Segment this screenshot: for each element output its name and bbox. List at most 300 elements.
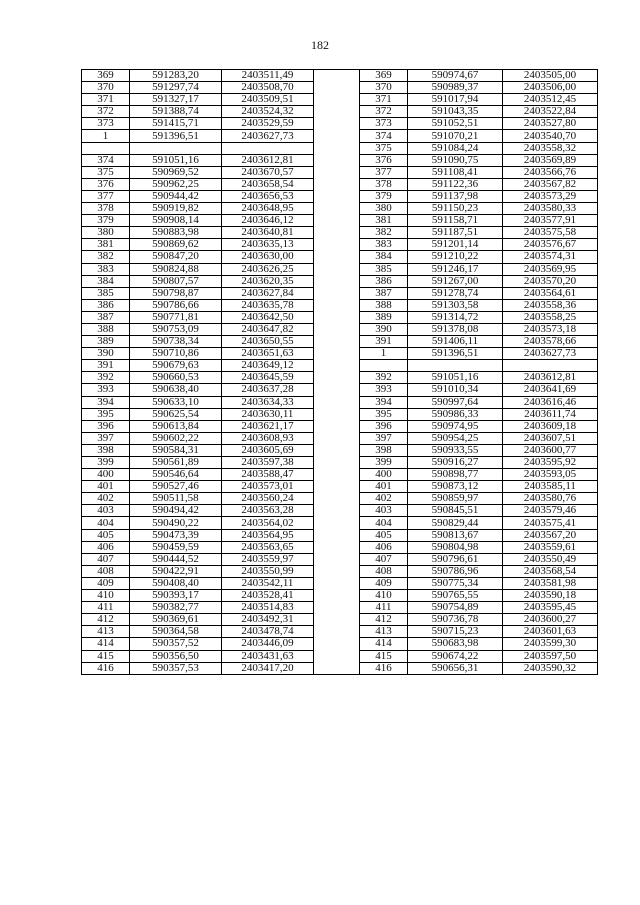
left-point-number-cell: 379 bbox=[82, 215, 130, 227]
left-point-number-cell: 382 bbox=[82, 251, 130, 263]
column-gap bbox=[314, 408, 360, 420]
right-x-coordinate-cell: 590656,31 bbox=[408, 662, 503, 674]
right-x-coordinate-cell: 590674,22 bbox=[408, 650, 503, 662]
left-point-number-cell: 386 bbox=[82, 299, 130, 311]
left-x-coordinate-cell: 590969,52 bbox=[130, 166, 222, 178]
column-gap bbox=[314, 190, 360, 202]
right-y-coordinate-cell bbox=[503, 360, 598, 372]
table-row bbox=[82, 348, 598, 360]
left-x-coordinate-cell: 590357,53 bbox=[130, 662, 222, 674]
left-x-coordinate-cell: 590753,09 bbox=[130, 323, 222, 335]
column-gap bbox=[314, 420, 360, 432]
right-x-coordinate-cell: 591043,35 bbox=[408, 106, 503, 118]
right-point-number-cell: 373 bbox=[360, 118, 408, 130]
left-y-coordinate-cell: 2403492,31 bbox=[222, 614, 314, 626]
left-y-coordinate-cell: 2403529,59 bbox=[222, 118, 314, 130]
table-row bbox=[82, 130, 598, 142]
left-y-coordinate-cell: 2403635,13 bbox=[222, 239, 314, 251]
left-x-coordinate-cell: 590546,64 bbox=[130, 469, 222, 481]
left-y-coordinate-cell: 2403446,09 bbox=[222, 638, 314, 650]
right-x-coordinate-cell: 591090,75 bbox=[408, 154, 503, 166]
left-y-coordinate-cell: 2403658,54 bbox=[222, 178, 314, 190]
column-gap bbox=[314, 614, 360, 626]
right-y-coordinate-cell: 2403627,73 bbox=[503, 348, 598, 360]
left-point-number-cell: 395 bbox=[82, 408, 130, 420]
left-x-coordinate-cell: 590422,91 bbox=[130, 565, 222, 577]
left-point-number-cell: 407 bbox=[82, 553, 130, 565]
left-x-coordinate-cell: 591388,74 bbox=[130, 106, 222, 118]
left-point-number-cell: 408 bbox=[82, 565, 130, 577]
left-x-coordinate-cell: 590847,20 bbox=[130, 251, 222, 263]
right-y-coordinate-cell: 2403600,77 bbox=[503, 444, 598, 456]
left-point-number-cell: 380 bbox=[82, 227, 130, 239]
left-point-number-cell: 392 bbox=[82, 372, 130, 384]
right-x-coordinate-cell: 591278,74 bbox=[408, 287, 503, 299]
left-point-number-cell: 400 bbox=[82, 469, 130, 481]
right-point-number-cell: 400 bbox=[360, 469, 408, 481]
left-point-number-cell: 401 bbox=[82, 481, 130, 493]
left-x-coordinate-cell: 590824,88 bbox=[130, 263, 222, 275]
left-x-coordinate-cell: 590771,81 bbox=[130, 311, 222, 323]
left-point-number-cell: 416 bbox=[82, 662, 130, 674]
right-y-coordinate-cell: 2403609,18 bbox=[503, 420, 598, 432]
left-point-number-cell: 391 bbox=[82, 360, 130, 372]
left-x-coordinate-cell: 590490,22 bbox=[130, 517, 222, 529]
left-point-number-cell: 399 bbox=[82, 457, 130, 469]
left-y-coordinate-cell: 2403620,35 bbox=[222, 275, 314, 287]
right-x-coordinate-cell: 591108,41 bbox=[408, 166, 503, 178]
column-gap bbox=[314, 662, 360, 674]
left-x-coordinate-cell: 590883,98 bbox=[130, 227, 222, 239]
column-gap bbox=[314, 227, 360, 239]
left-y-coordinate-cell: 2403612,81 bbox=[222, 154, 314, 166]
right-point-number-cell: 409 bbox=[360, 577, 408, 589]
table-row bbox=[82, 565, 598, 577]
coordinates-table-body bbox=[82, 70, 598, 675]
table-row bbox=[82, 590, 598, 602]
right-x-coordinate-cell: 590916,27 bbox=[408, 457, 503, 469]
right-y-coordinate-cell: 2403566,76 bbox=[503, 166, 598, 178]
table-row bbox=[82, 432, 598, 444]
right-point-number-cell bbox=[360, 360, 408, 372]
right-x-coordinate-cell: 590765,55 bbox=[408, 590, 503, 602]
right-y-coordinate-cell: 2403506,00 bbox=[503, 82, 598, 94]
column-gap bbox=[314, 372, 360, 384]
table-row bbox=[82, 215, 598, 227]
left-point-number-cell: 371 bbox=[82, 94, 130, 106]
column-gap bbox=[314, 166, 360, 178]
left-x-coordinate-cell: 590494,42 bbox=[130, 505, 222, 517]
left-point-number-cell: 403 bbox=[82, 505, 130, 517]
right-y-coordinate-cell: 2403579,46 bbox=[503, 505, 598, 517]
right-y-coordinate-cell: 2403522,84 bbox=[503, 106, 598, 118]
right-y-coordinate-cell: 2403567,20 bbox=[503, 529, 598, 541]
right-y-coordinate-cell: 2403595,92 bbox=[503, 457, 598, 469]
right-x-coordinate-cell: 590859,97 bbox=[408, 493, 503, 505]
column-gap bbox=[314, 505, 360, 517]
table-row bbox=[82, 384, 598, 396]
right-x-coordinate-cell: 590989,37 bbox=[408, 82, 503, 94]
right-x-coordinate-cell: 590954,25 bbox=[408, 432, 503, 444]
right-x-coordinate-cell: 591378,08 bbox=[408, 323, 503, 335]
left-y-coordinate-cell: 2403656,53 bbox=[222, 190, 314, 202]
right-point-number-cell: 394 bbox=[360, 396, 408, 408]
left-y-coordinate-cell: 2403626,25 bbox=[222, 263, 314, 275]
left-x-coordinate-cell: 590357,52 bbox=[130, 638, 222, 650]
left-point-number-cell: 404 bbox=[82, 517, 130, 529]
right-y-coordinate-cell: 2403568,54 bbox=[503, 565, 598, 577]
right-point-number-cell: 383 bbox=[360, 239, 408, 251]
left-x-coordinate-cell: 590511,58 bbox=[130, 493, 222, 505]
column-gap bbox=[314, 142, 360, 154]
column-gap bbox=[314, 94, 360, 106]
right-y-coordinate-cell: 2403600,27 bbox=[503, 614, 598, 626]
right-x-coordinate-cell: 591010,34 bbox=[408, 384, 503, 396]
right-x-coordinate-cell: 590813,67 bbox=[408, 529, 503, 541]
column-gap bbox=[314, 590, 360, 602]
right-x-coordinate-cell: 591070,21 bbox=[408, 130, 503, 142]
table-row bbox=[82, 553, 598, 565]
left-x-coordinate-cell: 590807,57 bbox=[130, 275, 222, 287]
table-row bbox=[82, 541, 598, 553]
right-y-coordinate-cell: 2403564,61 bbox=[503, 287, 598, 299]
left-point-number-cell: 377 bbox=[82, 190, 130, 202]
left-point-number-cell: 390 bbox=[82, 348, 130, 360]
left-y-coordinate-cell: 2403508,70 bbox=[222, 82, 314, 94]
left-x-coordinate-cell: 591396,51 bbox=[130, 130, 222, 142]
right-x-coordinate-cell: 590775,34 bbox=[408, 577, 503, 589]
table-row bbox=[82, 82, 598, 94]
left-point-number-cell: 370 bbox=[82, 82, 130, 94]
left-y-coordinate-cell: 2403563,65 bbox=[222, 541, 314, 553]
right-y-coordinate-cell: 2403616,46 bbox=[503, 396, 598, 408]
left-x-coordinate-cell: 590364,58 bbox=[130, 626, 222, 638]
left-y-coordinate-cell: 2403514,83 bbox=[222, 602, 314, 614]
right-point-number-cell: 410 bbox=[360, 590, 408, 602]
right-point-number-cell: 392 bbox=[360, 372, 408, 384]
right-point-number-cell: 408 bbox=[360, 565, 408, 577]
left-x-coordinate-cell: 591283,20 bbox=[130, 70, 222, 82]
right-point-number-cell: 378 bbox=[360, 178, 408, 190]
left-y-coordinate-cell: 2403635,78 bbox=[222, 299, 314, 311]
right-x-coordinate-cell: 590796,61 bbox=[408, 553, 503, 565]
column-gap bbox=[314, 323, 360, 335]
right-point-number-cell: 390 bbox=[360, 323, 408, 335]
column-gap bbox=[314, 336, 360, 348]
left-y-coordinate-cell: 2403627,73 bbox=[222, 130, 314, 142]
left-y-coordinate-cell: 2403608,93 bbox=[222, 432, 314, 444]
right-y-coordinate-cell: 2403567,82 bbox=[503, 178, 598, 190]
left-y-coordinate-cell: 2403648,95 bbox=[222, 203, 314, 215]
left-point-number-cell: 384 bbox=[82, 275, 130, 287]
left-x-coordinate-cell: 590613,84 bbox=[130, 420, 222, 432]
left-x-coordinate-cell: 590584,31 bbox=[130, 444, 222, 456]
right-y-coordinate-cell: 2403641,69 bbox=[503, 384, 598, 396]
right-point-number-cell: 370 bbox=[360, 82, 408, 94]
left-x-coordinate-cell: 590369,61 bbox=[130, 614, 222, 626]
table-row bbox=[82, 263, 598, 275]
right-y-coordinate-cell: 2403558,25 bbox=[503, 311, 598, 323]
table-row bbox=[82, 577, 598, 589]
right-y-coordinate-cell: 2403573,18 bbox=[503, 323, 598, 335]
left-x-coordinate-cell: 590869,62 bbox=[130, 239, 222, 251]
right-x-coordinate-cell: 590986,33 bbox=[408, 408, 503, 420]
right-x-coordinate-cell: 590933,55 bbox=[408, 444, 503, 456]
right-y-coordinate-cell: 2403570,20 bbox=[503, 275, 598, 287]
left-y-coordinate-cell: 2403542,11 bbox=[222, 577, 314, 589]
right-y-coordinate-cell: 2403580,76 bbox=[503, 493, 598, 505]
right-y-coordinate-cell: 2403575,41 bbox=[503, 517, 598, 529]
left-y-coordinate-cell: 2403560,24 bbox=[222, 493, 314, 505]
left-point-number-cell: 372 bbox=[82, 106, 130, 118]
right-y-coordinate-cell: 2403576,67 bbox=[503, 239, 598, 251]
right-y-coordinate-cell: 2403550,49 bbox=[503, 553, 598, 565]
right-point-number-cell: 401 bbox=[360, 481, 408, 493]
left-y-coordinate-cell: 2403564,95 bbox=[222, 529, 314, 541]
left-x-coordinate-cell: 590786,66 bbox=[130, 299, 222, 311]
left-point-number-cell: 375 bbox=[82, 166, 130, 178]
column-gap bbox=[314, 348, 360, 360]
right-point-number-cell: 386 bbox=[360, 275, 408, 287]
table-row bbox=[82, 142, 598, 154]
column-gap bbox=[314, 529, 360, 541]
left-point-number-cell: 388 bbox=[82, 323, 130, 335]
right-y-coordinate-cell: 2403611,74 bbox=[503, 408, 598, 420]
left-y-coordinate-cell: 2403621,17 bbox=[222, 420, 314, 432]
left-point-number-cell: 396 bbox=[82, 420, 130, 432]
left-x-coordinate-cell: 590944,42 bbox=[130, 190, 222, 202]
right-point-number-cell: 415 bbox=[360, 650, 408, 662]
left-point-number-cell: 411 bbox=[82, 602, 130, 614]
right-x-coordinate-cell: 591314,72 bbox=[408, 311, 503, 323]
left-x-coordinate-cell: 590908,14 bbox=[130, 215, 222, 227]
table-row bbox=[82, 469, 598, 481]
left-point-number-cell: 383 bbox=[82, 263, 130, 275]
right-x-coordinate-cell: 590829,44 bbox=[408, 517, 503, 529]
right-point-number-cell: 414 bbox=[360, 638, 408, 650]
left-y-coordinate-cell: 2403478,74 bbox=[222, 626, 314, 638]
table-row bbox=[82, 481, 598, 493]
column-gap bbox=[314, 541, 360, 553]
right-point-number-cell: 380 bbox=[360, 203, 408, 215]
table-row bbox=[82, 408, 598, 420]
right-x-coordinate-cell: 591051,16 bbox=[408, 372, 503, 384]
column-gap bbox=[314, 432, 360, 444]
table-row bbox=[82, 251, 598, 263]
right-y-coordinate-cell: 2403590,32 bbox=[503, 662, 598, 674]
column-gap bbox=[314, 287, 360, 299]
left-x-coordinate-cell bbox=[130, 142, 222, 154]
right-point-number-cell: 384 bbox=[360, 251, 408, 263]
left-y-coordinate-cell: 2403597,38 bbox=[222, 457, 314, 469]
table-row bbox=[82, 70, 598, 82]
left-x-coordinate-cell: 590459,59 bbox=[130, 541, 222, 553]
left-point-number-cell: 406 bbox=[82, 541, 130, 553]
left-x-coordinate-cell: 590660,53 bbox=[130, 372, 222, 384]
left-point-number-cell: 393 bbox=[82, 384, 130, 396]
right-point-number-cell: 407 bbox=[360, 553, 408, 565]
left-point-number-cell: 376 bbox=[82, 178, 130, 190]
left-point-number-cell: 387 bbox=[82, 311, 130, 323]
column-gap bbox=[314, 626, 360, 638]
left-x-coordinate-cell: 590710,86 bbox=[130, 348, 222, 360]
left-x-coordinate-cell: 591297,74 bbox=[130, 82, 222, 94]
left-x-coordinate-cell: 591327,17 bbox=[130, 94, 222, 106]
right-x-coordinate-cell: 591084,24 bbox=[408, 142, 503, 154]
left-y-coordinate-cell: 2403417,20 bbox=[222, 662, 314, 674]
column-gap bbox=[314, 215, 360, 227]
left-point-number-cell bbox=[82, 142, 130, 154]
left-point-number-cell: 397 bbox=[82, 432, 130, 444]
left-y-coordinate-cell: 2403642,50 bbox=[222, 311, 314, 323]
right-y-coordinate-cell: 2403607,51 bbox=[503, 432, 598, 444]
table-row bbox=[82, 118, 598, 130]
left-y-coordinate-cell: 2403528,41 bbox=[222, 590, 314, 602]
right-point-number-cell: 404 bbox=[360, 517, 408, 529]
right-y-coordinate-cell: 2403569,89 bbox=[503, 154, 598, 166]
column-gap bbox=[314, 650, 360, 662]
left-y-coordinate-cell: 2403564,02 bbox=[222, 517, 314, 529]
table-row bbox=[82, 360, 598, 372]
table-row bbox=[82, 336, 598, 348]
table-row bbox=[82, 444, 598, 456]
right-x-coordinate-cell: 590974,67 bbox=[408, 70, 503, 82]
right-point-number-cell: 413 bbox=[360, 626, 408, 638]
table-row bbox=[82, 602, 598, 614]
left-y-coordinate-cell: 2403640,81 bbox=[222, 227, 314, 239]
right-x-coordinate-cell: 590804,98 bbox=[408, 541, 503, 553]
right-y-coordinate-cell: 2403573,29 bbox=[503, 190, 598, 202]
left-x-coordinate-cell: 590919,82 bbox=[130, 203, 222, 215]
column-gap bbox=[314, 82, 360, 94]
left-y-coordinate-cell: 2403630,11 bbox=[222, 408, 314, 420]
table-row bbox=[82, 323, 598, 335]
right-x-coordinate-cell: 590845,51 bbox=[408, 505, 503, 517]
right-point-number-cell: 412 bbox=[360, 614, 408, 626]
left-y-coordinate-cell: 2403647,82 bbox=[222, 323, 314, 335]
right-point-number-cell: 387 bbox=[360, 287, 408, 299]
left-point-number-cell: 378 bbox=[82, 203, 130, 215]
right-x-coordinate-cell: 590683,98 bbox=[408, 638, 503, 650]
right-x-coordinate-cell: 591158,71 bbox=[408, 215, 503, 227]
right-y-coordinate-cell: 2403558,36 bbox=[503, 299, 598, 311]
left-y-coordinate-cell: 2403550,99 bbox=[222, 565, 314, 577]
table-row bbox=[82, 106, 598, 118]
right-x-coordinate-cell: 590974,95 bbox=[408, 420, 503, 432]
left-point-number-cell: 385 bbox=[82, 287, 130, 299]
left-x-coordinate-cell: 591415,71 bbox=[130, 118, 222, 130]
left-point-number-cell: 381 bbox=[82, 239, 130, 251]
column-gap bbox=[314, 517, 360, 529]
table-row bbox=[82, 94, 598, 106]
right-x-coordinate-cell: 591017,94 bbox=[408, 94, 503, 106]
left-x-coordinate-cell: 590679,63 bbox=[130, 360, 222, 372]
column-gap bbox=[314, 299, 360, 311]
right-point-number-cell: 379 bbox=[360, 190, 408, 202]
left-y-coordinate-cell bbox=[222, 142, 314, 154]
table-row bbox=[82, 311, 598, 323]
right-x-coordinate-cell: 590754,89 bbox=[408, 602, 503, 614]
right-point-number-cell: 388 bbox=[360, 299, 408, 311]
left-point-number-cell: 413 bbox=[82, 626, 130, 638]
right-y-coordinate-cell: 2403578,66 bbox=[503, 336, 598, 348]
left-point-number-cell: 415 bbox=[82, 650, 130, 662]
left-point-number-cell: 405 bbox=[82, 529, 130, 541]
table-row bbox=[82, 493, 598, 505]
left-x-coordinate-cell: 591051,16 bbox=[130, 154, 222, 166]
right-point-number-cell: 391 bbox=[360, 336, 408, 348]
left-y-coordinate-cell: 2403588,47 bbox=[222, 469, 314, 481]
column-gap bbox=[314, 275, 360, 287]
table-row bbox=[82, 529, 598, 541]
right-y-coordinate-cell: 2403574,31 bbox=[503, 251, 598, 263]
right-y-coordinate-cell: 2403575,58 bbox=[503, 227, 598, 239]
column-gap bbox=[314, 444, 360, 456]
left-y-coordinate-cell: 2403637,28 bbox=[222, 384, 314, 396]
right-point-number-cell: 375 bbox=[360, 142, 408, 154]
right-x-coordinate-cell: 590736,78 bbox=[408, 614, 503, 626]
right-point-number-cell: 382 bbox=[360, 227, 408, 239]
left-y-coordinate-cell: 2403524,32 bbox=[222, 106, 314, 118]
left-y-coordinate-cell: 2403670,57 bbox=[222, 166, 314, 178]
column-gap bbox=[314, 178, 360, 190]
left-x-coordinate-cell: 590962,25 bbox=[130, 178, 222, 190]
left-x-coordinate-cell: 590738,34 bbox=[130, 336, 222, 348]
right-x-coordinate-cell: 591150,23 bbox=[408, 203, 503, 215]
table-row bbox=[82, 614, 598, 626]
left-y-coordinate-cell: 2403649,12 bbox=[222, 360, 314, 372]
left-y-coordinate-cell: 2403650,55 bbox=[222, 336, 314, 348]
left-point-number-cell: 410 bbox=[82, 590, 130, 602]
right-point-number-cell: 405 bbox=[360, 529, 408, 541]
left-y-coordinate-cell: 2403509,51 bbox=[222, 94, 314, 106]
table-row bbox=[82, 239, 598, 251]
left-x-coordinate-cell: 590473,39 bbox=[130, 529, 222, 541]
left-x-coordinate-cell: 590444,52 bbox=[130, 553, 222, 565]
left-y-coordinate-cell: 2403627,84 bbox=[222, 287, 314, 299]
right-x-coordinate-cell: 591210,22 bbox=[408, 251, 503, 263]
column-gap bbox=[314, 493, 360, 505]
left-y-coordinate-cell: 2403573,01 bbox=[222, 481, 314, 493]
left-point-number-cell: 402 bbox=[82, 493, 130, 505]
right-x-coordinate-cell: 590786,96 bbox=[408, 565, 503, 577]
right-point-number-cell: 372 bbox=[360, 106, 408, 118]
right-point-number-cell: 403 bbox=[360, 505, 408, 517]
right-point-number-cell: 371 bbox=[360, 94, 408, 106]
column-gap bbox=[314, 311, 360, 323]
right-x-coordinate-cell: 591201,14 bbox=[408, 239, 503, 251]
column-gap bbox=[314, 203, 360, 215]
table-row bbox=[82, 227, 598, 239]
right-x-coordinate-cell: 591406,11 bbox=[408, 336, 503, 348]
right-point-number-cell: 406 bbox=[360, 541, 408, 553]
right-x-coordinate-cell: 591396,51 bbox=[408, 348, 503, 360]
left-point-number-cell: 398 bbox=[82, 444, 130, 456]
right-y-coordinate-cell: 2403585,11 bbox=[503, 481, 598, 493]
table-row bbox=[82, 396, 598, 408]
right-point-number-cell: 402 bbox=[360, 493, 408, 505]
left-point-number-cell: 414 bbox=[82, 638, 130, 650]
table-row bbox=[82, 190, 598, 202]
right-x-coordinate-cell: 590715,23 bbox=[408, 626, 503, 638]
right-y-coordinate-cell: 2403580,33 bbox=[503, 203, 598, 215]
right-y-coordinate-cell: 2403527,80 bbox=[503, 118, 598, 130]
right-y-coordinate-cell: 2403577,91 bbox=[503, 215, 598, 227]
right-y-coordinate-cell: 2403597,50 bbox=[503, 650, 598, 662]
column-gap bbox=[314, 106, 360, 118]
right-point-number-cell: 397 bbox=[360, 432, 408, 444]
right-point-number-cell: 1 bbox=[360, 348, 408, 360]
